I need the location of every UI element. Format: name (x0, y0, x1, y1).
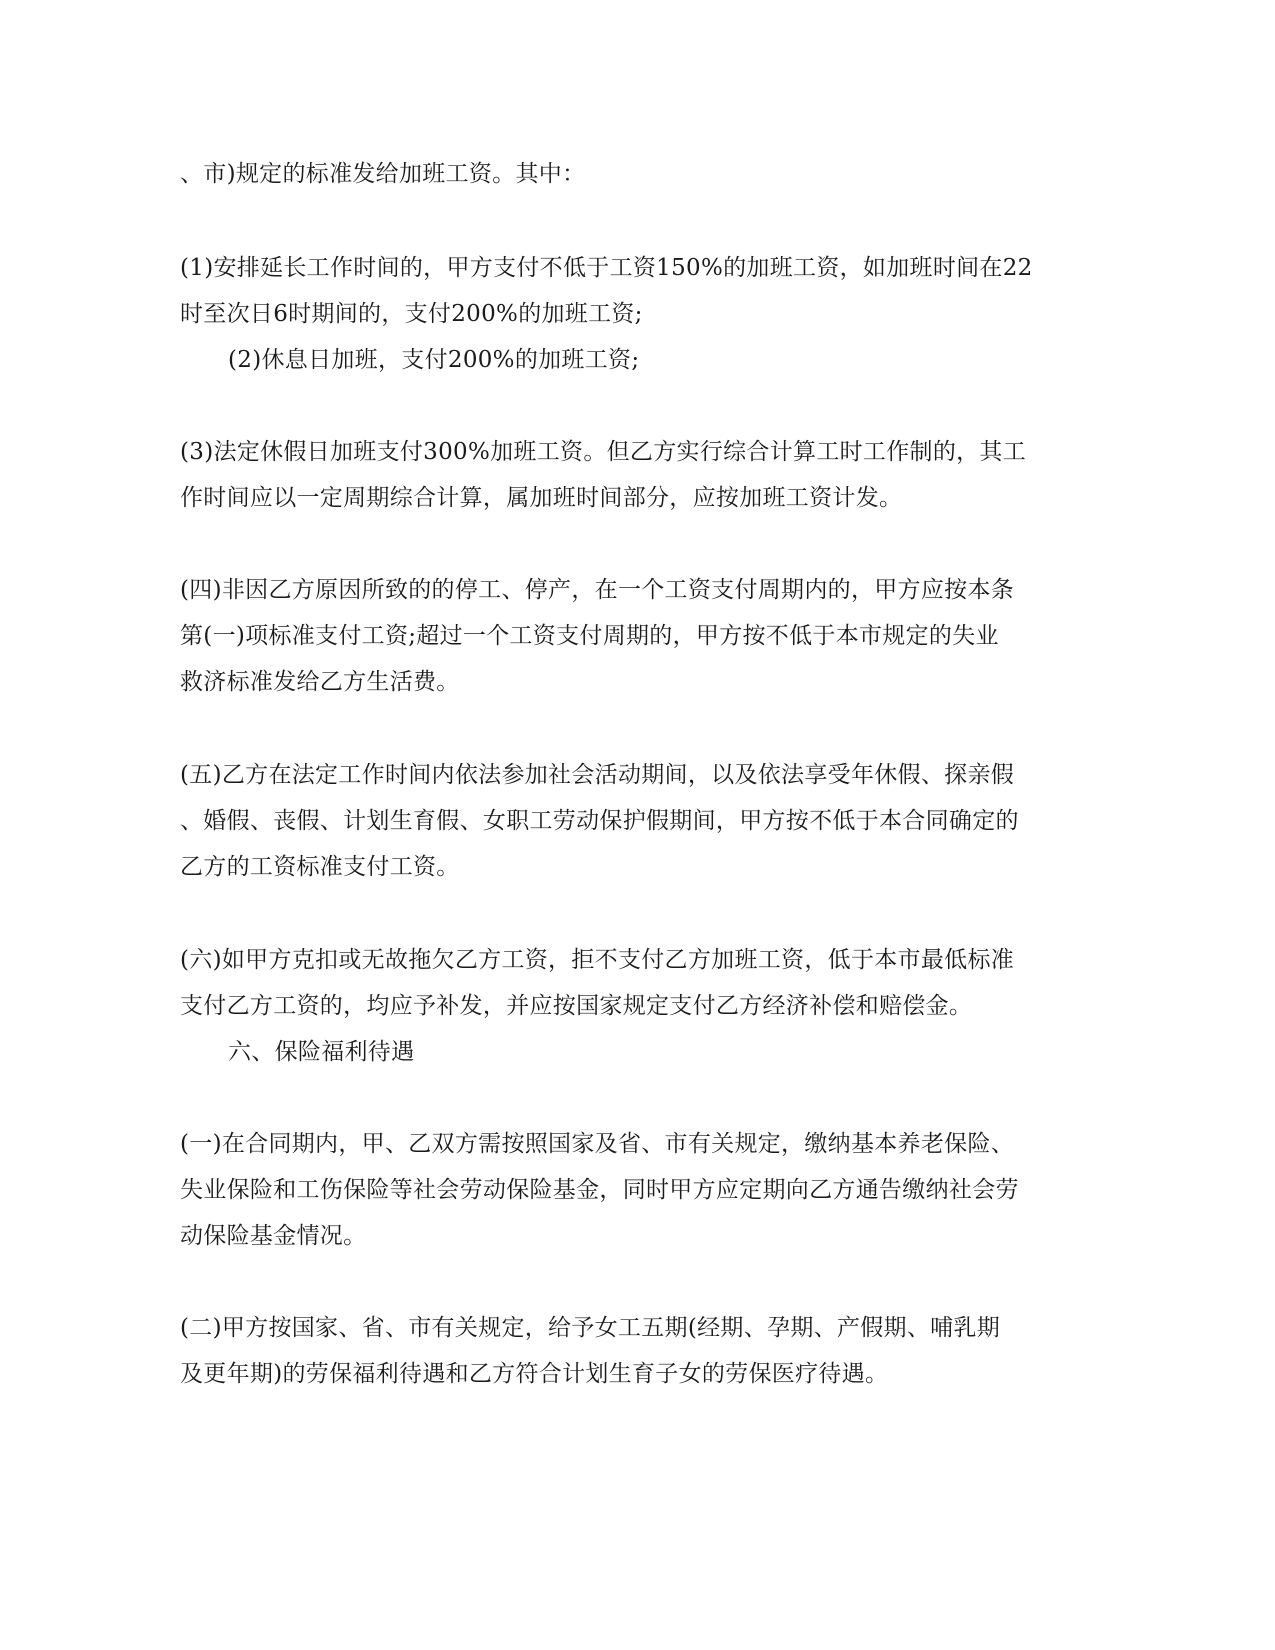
text-line: (一)在合同期内，甲、乙双方需按照国家及省、市有关规定，缴纳基本养老保险、 (180, 1131, 1015, 1157)
text-line: 第(一)项标准支付工资;超过一个工资支付周期的，甲方按不低于本市规定的失业 (180, 623, 999, 649)
text-line: (3)法定休假日加班支付300%加班工资。但乙方实行综合计算工时工作制的，其工 (180, 439, 1027, 465)
text-line: 失业保险和工伤保险等社会劳动保险基金，同时甲方应定期向乙方通告缴纳社会劳 (180, 1177, 1019, 1203)
text-line: (六)如甲方克扣或无故拖欠乙方工资，拒不支付乙方加班工资，低于本市最低标准 (180, 947, 1015, 973)
text-line: (五)乙方在法定工作时间内依法参加社会活动期间，以及依法享受年休假、探亲假 (180, 762, 1015, 788)
text-line: (二)甲方按国家、省、市有关规定，给予女工五期(经期、孕期、产假期、哺乳期 (180, 1315, 1001, 1341)
text-line: 及更年期)的劳保福利待遇和乙方符合计划生育子女的劳保医疗待遇。 (180, 1361, 889, 1387)
text-line: 、市)规定的标准发给加班工资。其中： (180, 161, 586, 187)
text-line: 支付乙方工资的，均应予补发，并应按国家规定支付乙方经济补偿和赔偿金。 (180, 993, 973, 1019)
text-line: (2)休息日加班，支付200%的加班工资; (228, 347, 640, 373)
text-line: (1)安排延长工作时间的，甲方支付不低于工资150%的加班工资，如加班时间在22 (180, 255, 1033, 281)
text-line: 乙方的工资标准支付工资。 (180, 854, 460, 880)
text-line: 动保险基金情况。 (180, 1223, 367, 1249)
text-line: 作时间应以一定周期综合计算，属加班时间部分，应按加班工资计发。 (180, 485, 903, 511)
section-heading: 六、保险福利待遇 (228, 1039, 415, 1065)
text-line: 时至次日6时期间的，支付200%的加班工资; (180, 301, 643, 327)
text-line: (四)非因乙方原因所致的的停工、停产，在一个工资支付周期内的，甲方应按本条 (180, 577, 1015, 603)
text-line: 救济标准发给乙方生活费。 (180, 669, 460, 695)
text-line: 、婚假、丧假、计划生育假、女职工劳动保护假期间，甲方按不低于本合同确定的 (180, 808, 1019, 834)
